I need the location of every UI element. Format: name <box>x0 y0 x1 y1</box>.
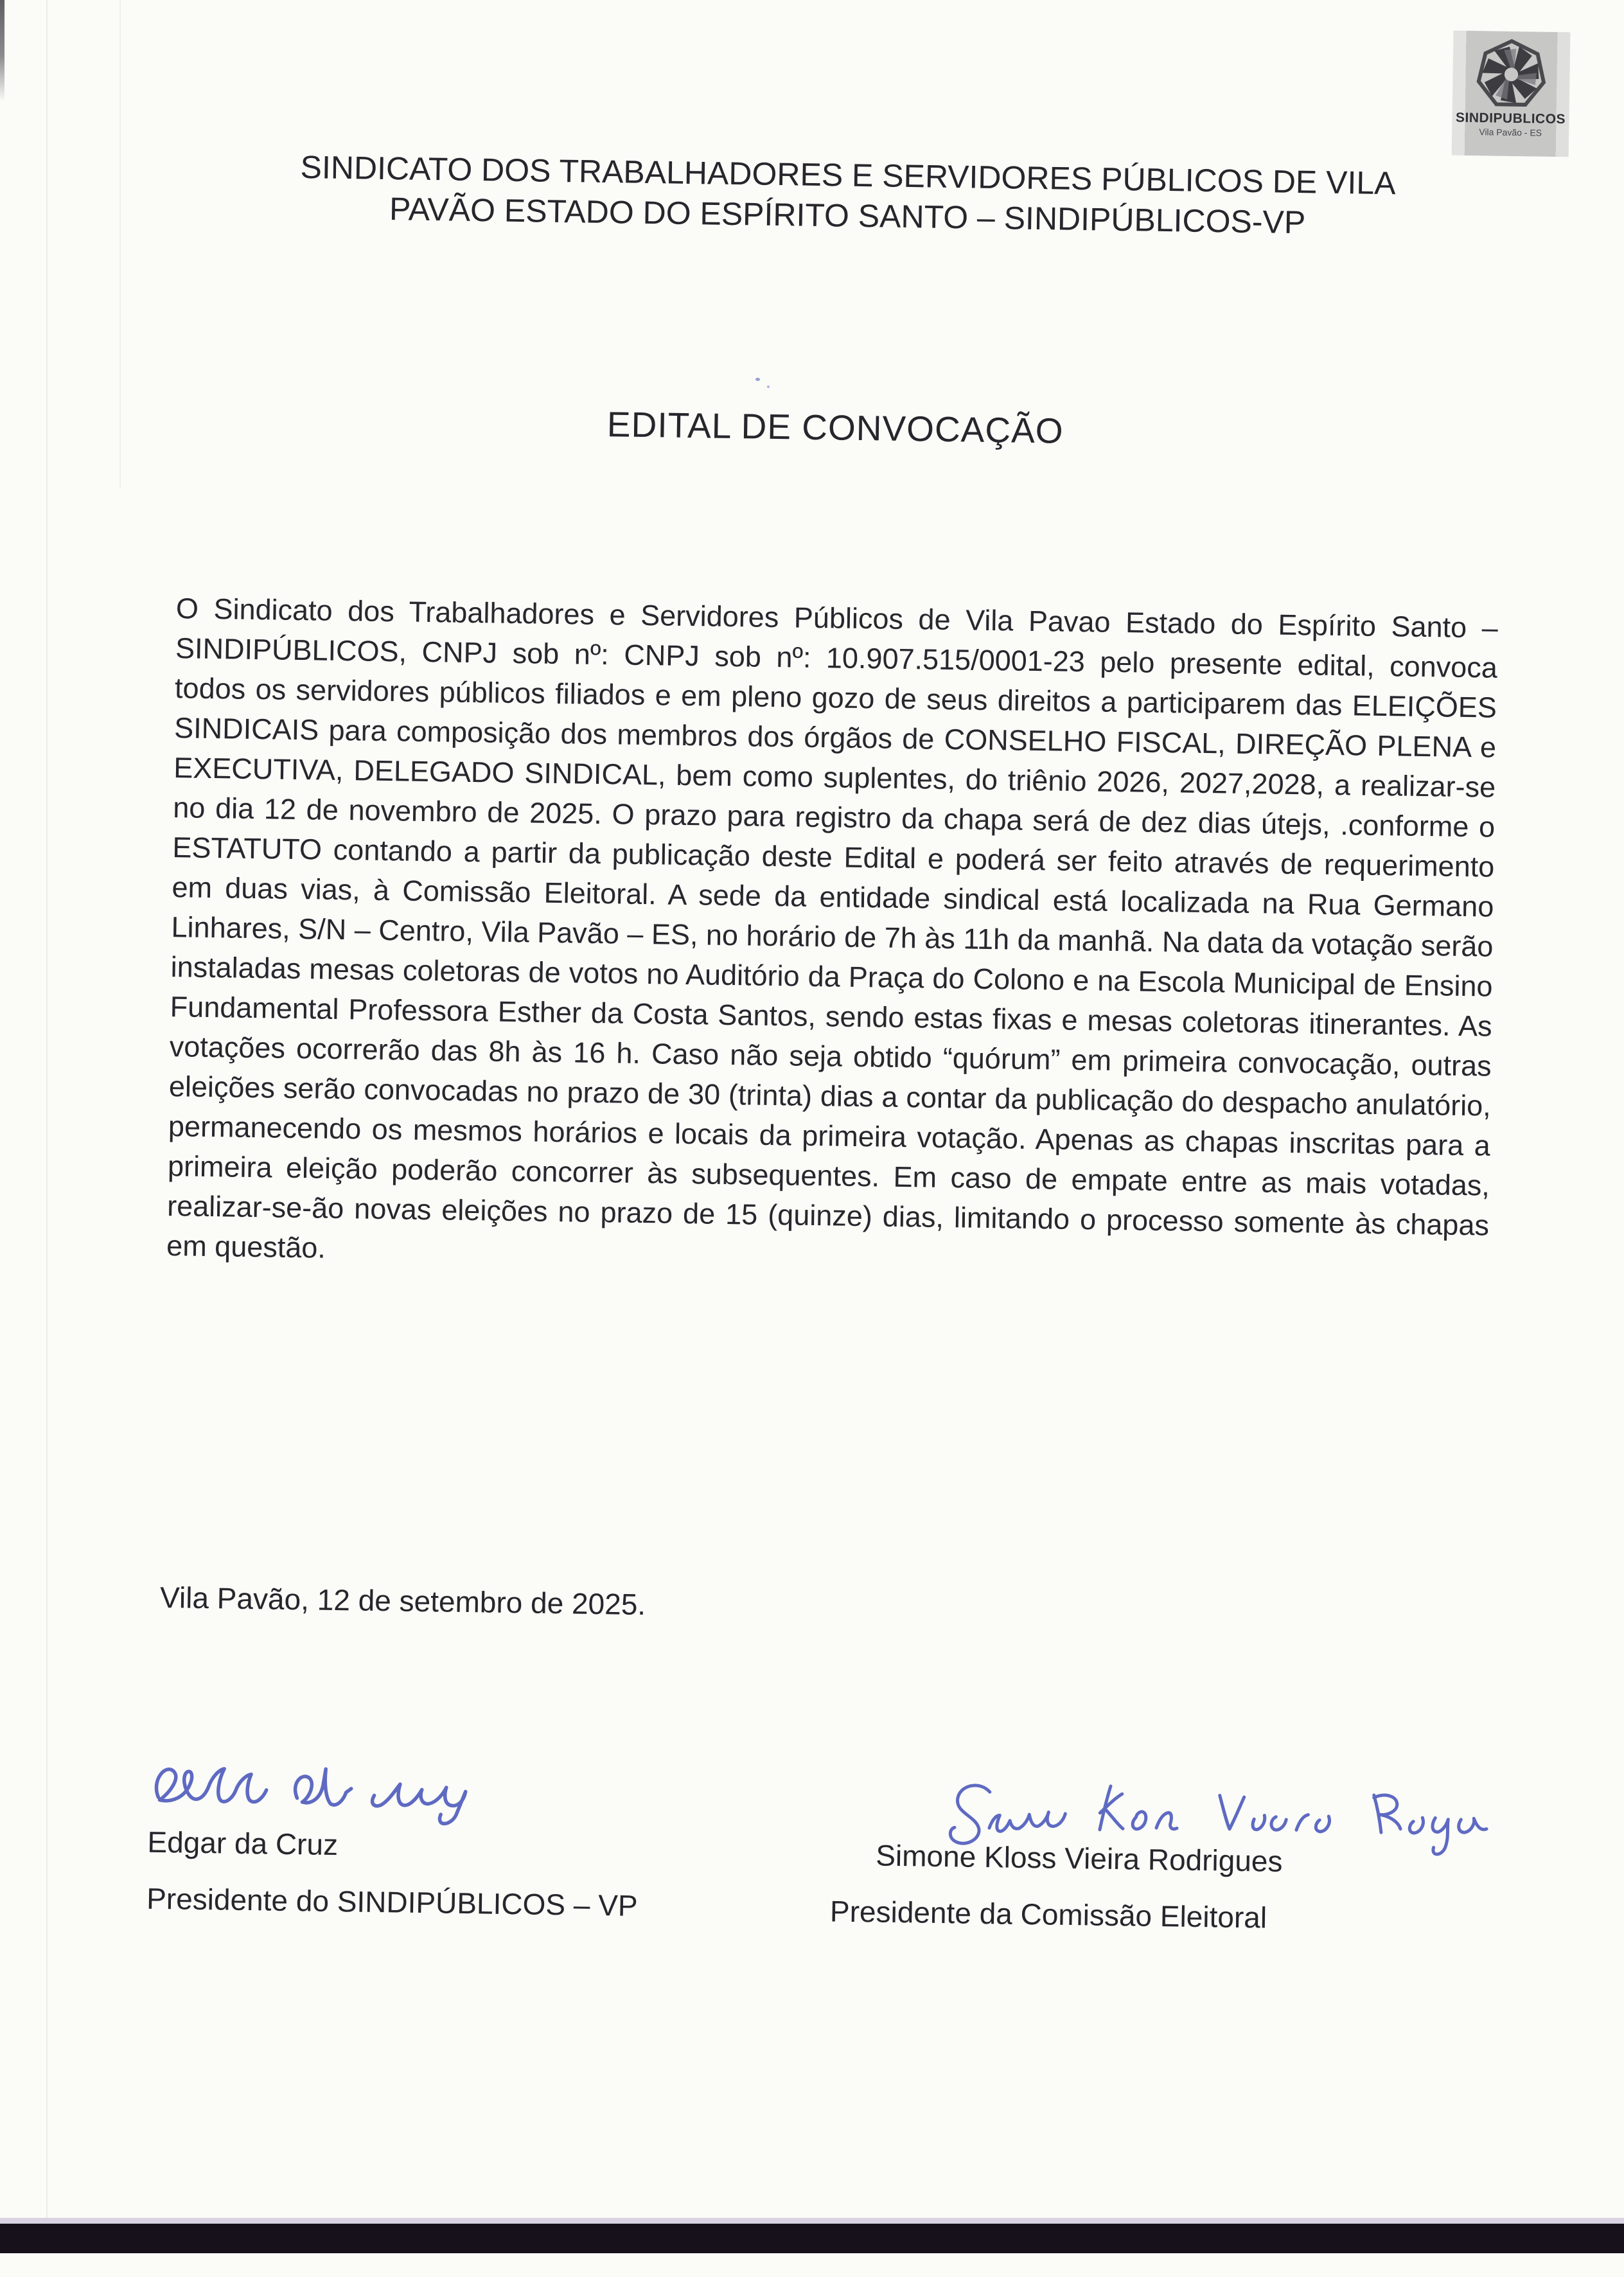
document-title-line2: PAVÃO ESTADO DO ESPÍRITO SANTO – SINDIPÚBLICOS-VP <box>389 191 1306 241</box>
pinwheel-emblem-icon <box>1473 36 1550 113</box>
scan-bottom-bar <box>0 2224 1624 2253</box>
signature-ink-edgar <box>148 1736 509 1834</box>
paper-fold-line <box>46 0 48 2220</box>
edital-heading: EDITAL DE CONVOCAÇÃO <box>606 404 1064 451</box>
date-line: Vila Pavão, 12 de setembro de 2025. <box>159 1580 646 1622</box>
signer-role-left: Presidente do SINDIPÚBLICOS – VP <box>146 1881 638 1923</box>
signer-name-left: Edgar da Cruz <box>147 1825 339 1862</box>
paper-fold-line-2 <box>119 0 121 488</box>
signer-role-right: Presidente da Comissão Eleitoral <box>829 1894 1267 1935</box>
ink-speck-2 <box>767 385 770 388</box>
logo-subtitle: Vila Pavão - ES <box>1479 127 1542 138</box>
document-title-line1: SINDICATO DOS TRABALHADORES E SERVIDORES PÚBLICOS DE VILA <box>300 148 1396 202</box>
logo-name: SINDIPUBLICOS <box>1455 110 1566 127</box>
scan-edge-shadow <box>0 0 4 102</box>
edital-body-paragraph: O Sindicato dos Trabalhadores e Servidores Públicos de Vila Pavao Estado do Espírito Santo – SINDIPÚBLICOS, CNPJ sob nº: CNPJ sob nº: 10.907.515/0001-23 pelo presente edital, convoca todos os servidores públicos filiados e em pleno gozo de seus direitos a participarem das ELEIÇÕES SINDICAIS para composição dos membros dos órgãos de CONSELHO FISCAL, DIREÇÃO PLENA e EXECUTIVA, DELEGADO SINDICAL, bem como suplentes, do triênio 2026, 2027,2028, a realizar-se no dia 12 de novembro de 2025. O prazo para registro da chapa será de dez dias útejs, .conforme o ESTATUTO contando a partir da publicação deste Edital e poderá ser feito através de requerimento em duas vias, à Comissão Eleitoral. A sede da entidade sindical está localizada na Rua Germano Linhares, S/N – Centro, Vila Pavão – ES, no horário de 7h às 11h da manhã. Na data da votação serão instaladas mesas coletoras de votos no Auditório da Praça do Colono e na Escola Municipal de Ensino Fundamental Professora Esther da Costa Santos, sendo estas fixas e mesas coletoras itinerantes. As votações ocorrerão das 8h às 16 h. Caso não seja obtido “quórum” em primeira convocação, outras eleições serão convocadas no prazo de 30 (trinta) dias a contar da publicação do despacho anulatório, permanecendo os mesmos horários e locais da primeira votação. Apenas as chapas inscritas para a primeira eleição poderão concorrer às subsequentes. Em caso de empate entre as mais votadas, realizar-se-ão novas eleições no prazo de 15 (quinze) dias, limitando o processo somente às chapas em questão. <box>166 592 1499 1264</box>
signer-name-right: Simone Kloss Vieira Rodrigues <box>875 1838 1283 1878</box>
document-title <box>160 145 1536 247</box>
ink-speck <box>755 378 760 381</box>
union-logo <box>1452 31 1571 157</box>
